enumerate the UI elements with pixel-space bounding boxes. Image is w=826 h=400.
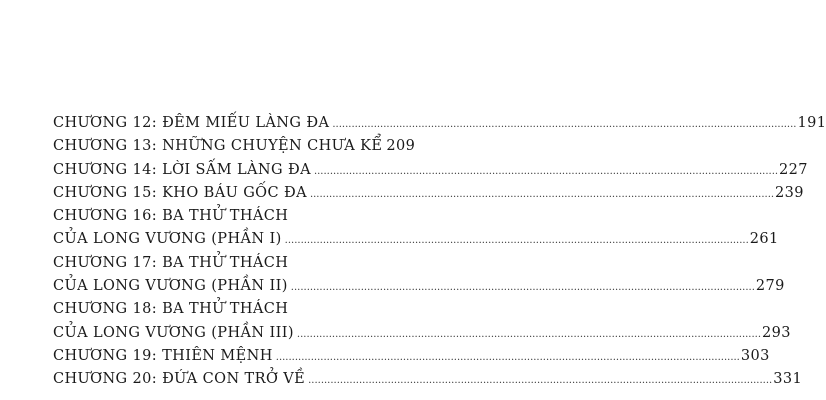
toc-entry <box>53 322 791 345</box>
dot-leader <box>314 160 778 183</box>
toc-entry-title: CHƯƠNG 19: THIÊN MỆNH <box>53 347 273 364</box>
toc-entry-title: CỦA LONG VƯƠNG (PHẦN II) <box>53 278 288 295</box>
toc-entry-page: 191 <box>797 115 826 131</box>
toc-entry-page: 331 <box>773 371 803 388</box>
toc-entry-page: 227 <box>779 161 808 178</box>
toc-entry-heading-line <box>53 252 373 275</box>
toc-entry-page: 293 <box>762 324 791 341</box>
toc-entry-heading-line <box>53 298 373 321</box>
toc-entry <box>53 135 416 158</box>
dot-leader <box>308 369 772 392</box>
toc-entry <box>53 182 804 205</box>
dot-leader <box>310 183 774 206</box>
toc-entry <box>53 368 803 391</box>
dot-leader <box>297 323 761 346</box>
toc-entry-title: CHƯƠNG 20: ĐỨA CON TRỞ VỀ <box>53 371 306 388</box>
toc-entry-title: CHƯƠNG 15: KHO BÁU GỐC ĐA <box>53 184 307 201</box>
dot-leader <box>332 113 796 136</box>
toc-entry-page: 279 <box>755 278 785 295</box>
toc-entry-title: CHƯƠNG 14: LỜI SẤM LÀNG ĐA <box>53 161 311 178</box>
toc-entry-title: CHƯƠNG 18: BA THỬ THÁCH <box>53 301 289 318</box>
toc-entry-title: CHƯƠNG 12: ĐÊM MIẾU LÀNG ĐA <box>53 115 330 131</box>
toc-entry <box>53 275 785 298</box>
toc-entry-page: 209 <box>386 138 416 155</box>
dot-leader <box>276 346 740 369</box>
toc-entry-title: CỦA LONG VƯƠNG (PHẦN III) <box>53 324 294 341</box>
toc-entry-title: CỦA LONG VƯƠNG (PHẦN I) <box>53 231 282 248</box>
toc-entry <box>53 159 808 182</box>
toc-entry <box>53 345 770 368</box>
toc-entry-title: CHƯƠNG 16: BA THỬ THÁCH <box>53 208 289 225</box>
toc-entry <box>53 228 779 251</box>
toc-entry-heading-line <box>53 205 373 228</box>
toc-entry-page: 303 <box>740 347 770 364</box>
table-of-contents <box>53 112 826 392</box>
toc-entry-title: CHƯƠNG 17: BA THỬ THÁCH <box>53 254 289 271</box>
toc-entry-page: 239 <box>775 184 804 201</box>
toc-entry <box>53 112 826 135</box>
dot-leader <box>291 276 755 299</box>
toc-entry-title: CHƯƠNG 13: NHỮNG CHUYỆN CHƯA KỂ <box>53 138 383 155</box>
toc-entry-page: 261 <box>749 231 779 248</box>
dot-leader <box>285 229 749 252</box>
